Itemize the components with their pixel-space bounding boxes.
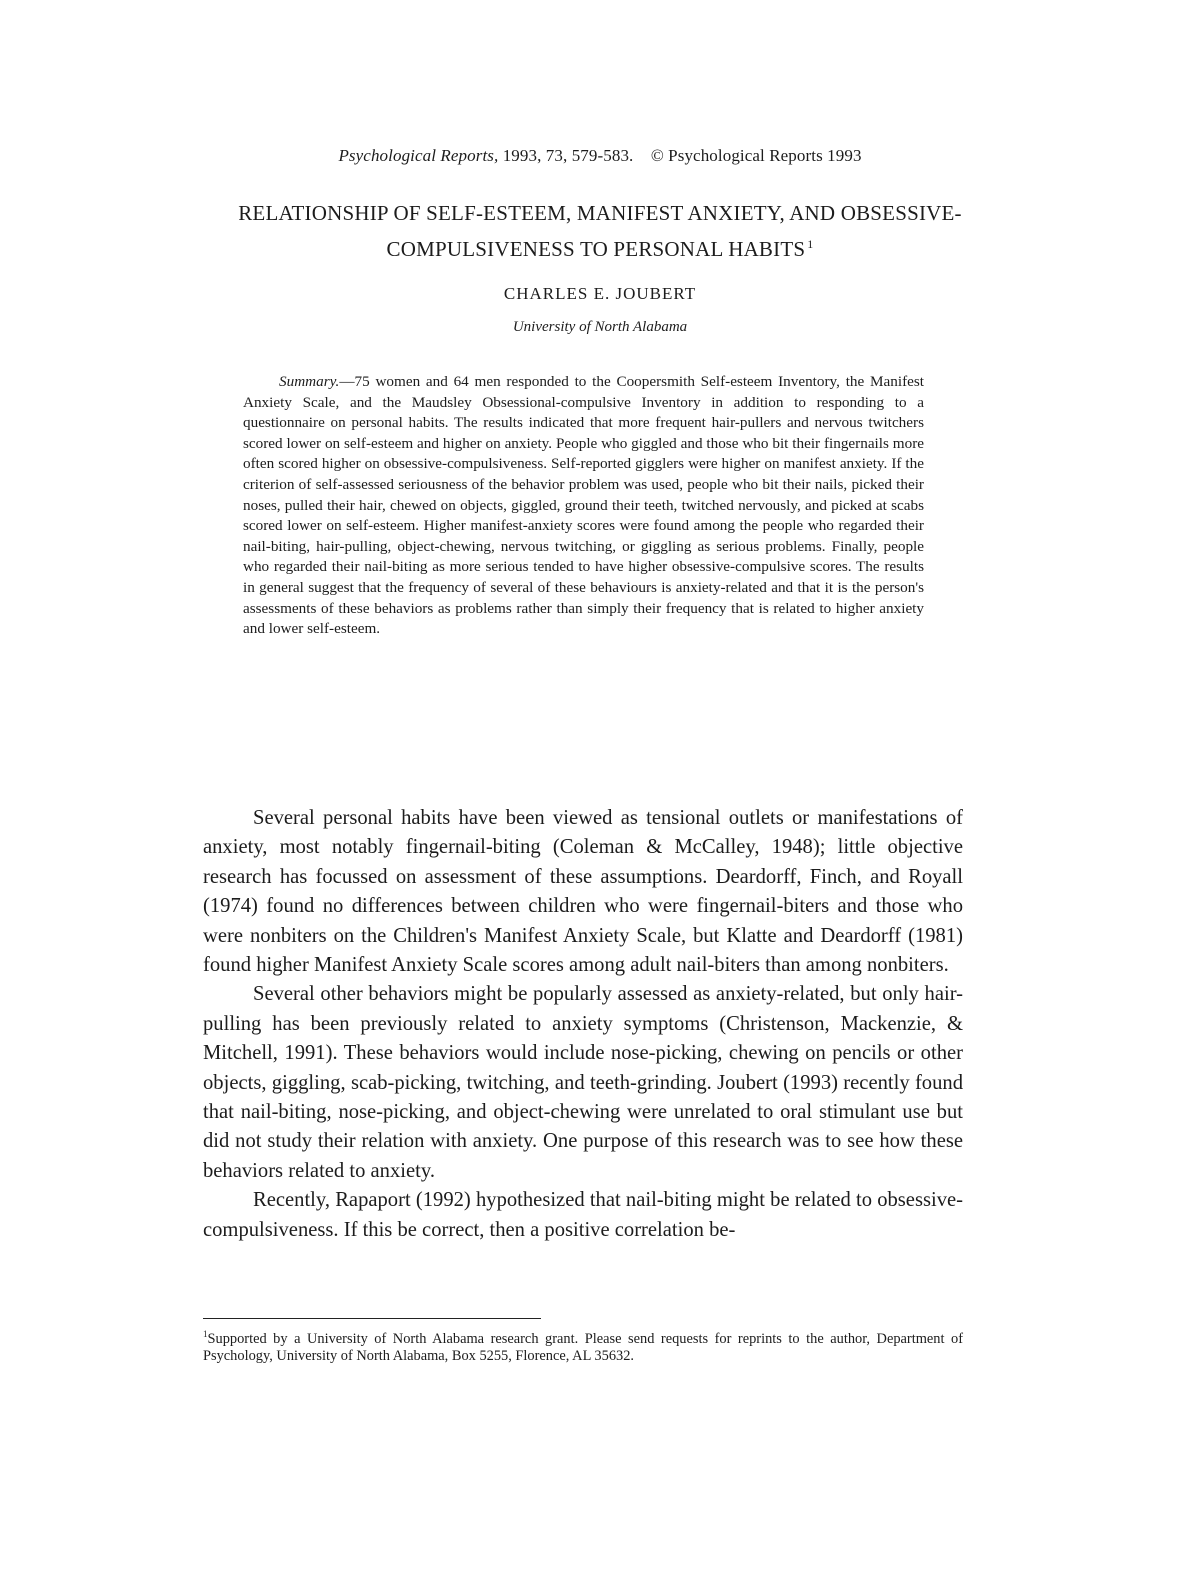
footnote-text: Supported by a University of North Alabama research grant. Please send requests for reprints to the author, Department of Psychology, University of North Alabama, Box 5255, Florence, AL 35632. [203, 1330, 963, 1365]
body-text [203, 804, 963, 1245]
journal-citation: 1993, 73, 579-583. [498, 146, 634, 165]
footnote-marker: 1 [203, 1329, 208, 1339]
summary-text: —75 women and 64 men responded to the Coopersmith Self-esteem Inventory, the Manifest Anxiety Scale, and the Maudsley Obsessional-compulsive Inventory in addition to responding to a questionnaire on personal habits. The results indicated that more frequent hair-pullers and nervous twitchers scored lower on self-esteem and higher on anxiety. People who giggled and those who bit their fingernails more often scored higher on obsessive-compulsiveness. Self-reported gigglers were higher on manifest anxiety. If the criterion of self-assessed seriousness of the behavior problem was used, people who bit their nails, picked their noses, pulled their hair, chewed on objects, giggled, ground their teeth, twitched nervously, and picked at scabs scored lower on self-esteem. Higher manifest-anxiety scores were found among the people who regarded their nail-biting, hair-pulling, object-chewing, nervous twitching, or giggling as serious problems. Finally, people who regarded their nail-biting as more serious tended to have higher obsessive-compulsive scores. The results in general suggest that the frequency of several of these behaviours is anxiety-related and that it is the person's assessments of these behaviors as problems rather than simply their frequency that is related to higher anxiety and lower self-esteem. [243, 373, 924, 638]
author-affiliation: University of North Alabama [512, 319, 688, 335]
body-paragraph-3: Recently, Rapaport (1992) hypothesized that nail-biting might be related to obsessive-compulsiveness. If this be correct, then a positive correlation be- [203, 1189, 963, 1241]
copyright-notice: © Psychological Reports 1993 [650, 146, 862, 165]
article-title [170, 198, 1030, 265]
article-summary [243, 372, 924, 640]
title-footnote-marker: 1 [807, 237, 814, 251]
author-name: CHARLES E. JOUBERT [503, 284, 697, 303]
running-head [0, 146, 1200, 166]
summary-lead: Summary. [279, 373, 340, 390]
article-title-text: RELATIONSHIP OF SELF-ESTEEM, MANIFEST ANXIETY, AND OBSESSIVE-COMPULSIVENESS TO PERSONAL HABITS [238, 201, 962, 261]
journal-name: Psychological Reports, [338, 146, 499, 165]
body-paragraph-2: Several other behaviors might be popularly assessed as anxiety-related, but only hair-pulling has been previously related to anxiety symptoms (Christenson, Mackenzie, & Mitchell, 1991). These behaviors would include nose-picking, chewing on pencils or other objects, giggling, scab-picking, twitching, and teeth-grinding. Joubert (1993) recently found that nail-biting, nose-picking, and object-chewing were unrelated to oral stimulant use but did not study their relation with anxiety. One purpose of this research was to see how these behaviors related to anxiety. [203, 983, 963, 1182]
body-paragraph-1: Several personal habits have been viewed as tensional outlets or manifestations of anxiety, most notably fingernail-biting (Coleman & McCalley, 1948); little objective research has focussed on assessment of these assumptions. Deardorff, Finch, and Royall (1974) found no differences between children who were fingernail-biters and those who were nonbiters on the Children's Manifest Anxiety Scale, but Klatte and Deardorff (1981) found higher Manifest Anxiety Scale scores among adult nail-biters than among nonbiters. [203, 807, 963, 977]
footnote-divider [203, 1318, 541, 1319]
footnote [203, 1326, 963, 1366]
